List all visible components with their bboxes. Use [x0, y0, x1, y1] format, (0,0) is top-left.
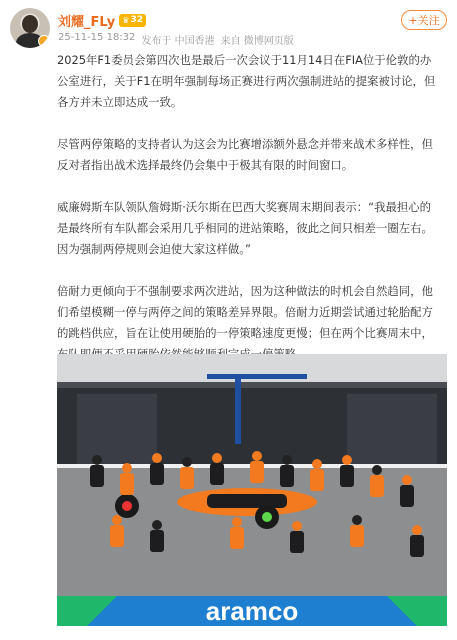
crown-icon: ♛	[122, 15, 130, 25]
post-source: 来自 微博网页版	[220, 36, 294, 47]
post-location: 发布于 中国香港	[141, 36, 215, 47]
paragraph-4: 倍耐力更倾向于不强制要求两次进站，因为这种做法的时机会自然趋同，他们希望模糊一停与两停之间的策略差异界限。倍耐力近期尝试通过轮胎配方的跳档供应，旨在让使用硬胎的一停策略速度更慢；但在两个比赛周末中，	[57, 284, 433, 340]
paragraph-3: 威廉姆斯车队领队詹姆斯·沃尔斯在巴西大奖赛周末期间表示：“我最担心的是最终所有车队都会采用几乎相同的进站策略，彼此之间只相差一圈左右。因为强制两停规则会迫使大家这样做。”	[57, 200, 433, 256]
post-header	[10, 8, 447, 52]
crew-member	[180, 457, 194, 489]
post-content	[57, 50, 441, 397]
username[interactable]: 刘耀_FLy	[58, 14, 116, 30]
garage-panel-left	[77, 394, 157, 464]
crew-member	[90, 455, 104, 487]
crew-member	[400, 475, 414, 507]
crew-member	[150, 520, 164, 552]
crew-member	[340, 455, 354, 487]
garage-panel-right	[347, 394, 437, 464]
crew-member	[290, 521, 304, 553]
crew-member	[370, 465, 384, 497]
crew-member	[230, 517, 244, 549]
crew-member	[150, 453, 164, 485]
follow-button[interactable]: +关注	[401, 10, 447, 30]
crew-member	[350, 515, 364, 547]
vip-level: 32	[130, 15, 143, 25]
avatar-face	[22, 15, 38, 33]
paragraph-2: 尽管两停策略的支持者认为这会为比赛增添额外悬念并带来战术多样性，但反对者指出战术选择最终仍会集中于极其有限的时间窗口。	[57, 137, 433, 172]
crew-member	[280, 455, 294, 487]
name-row	[58, 11, 146, 29]
ceiling-beam	[57, 382, 447, 388]
pitstop-photo	[57, 354, 447, 626]
crew-member	[410, 525, 424, 557]
vip-badge	[119, 14, 146, 27]
gantry-pole	[235, 374, 241, 444]
verified-badge-icon	[38, 35, 50, 47]
paragraph-1: 2025年F1委员会第四次也是最后一次会议于11月14日在FIA位于伦敦的办公室进行，关于F1在明年强制每场正赛进行两次强制进站的提案被讨论，但各方并未立即达成一致。	[57, 53, 436, 109]
avatar[interactable]	[10, 8, 50, 48]
post-photo[interactable]	[57, 354, 447, 626]
crew-member	[250, 451, 264, 483]
crew-member	[120, 463, 134, 495]
crew-member	[210, 453, 224, 485]
banner-logo: aramco	[205, 596, 299, 626]
crew-member	[110, 515, 124, 547]
post-date[interactable]: 25-11-15 18:32	[58, 32, 136, 43]
post-meta	[58, 32, 294, 47]
gantry-arm	[207, 374, 307, 379]
crew-member	[310, 459, 324, 491]
